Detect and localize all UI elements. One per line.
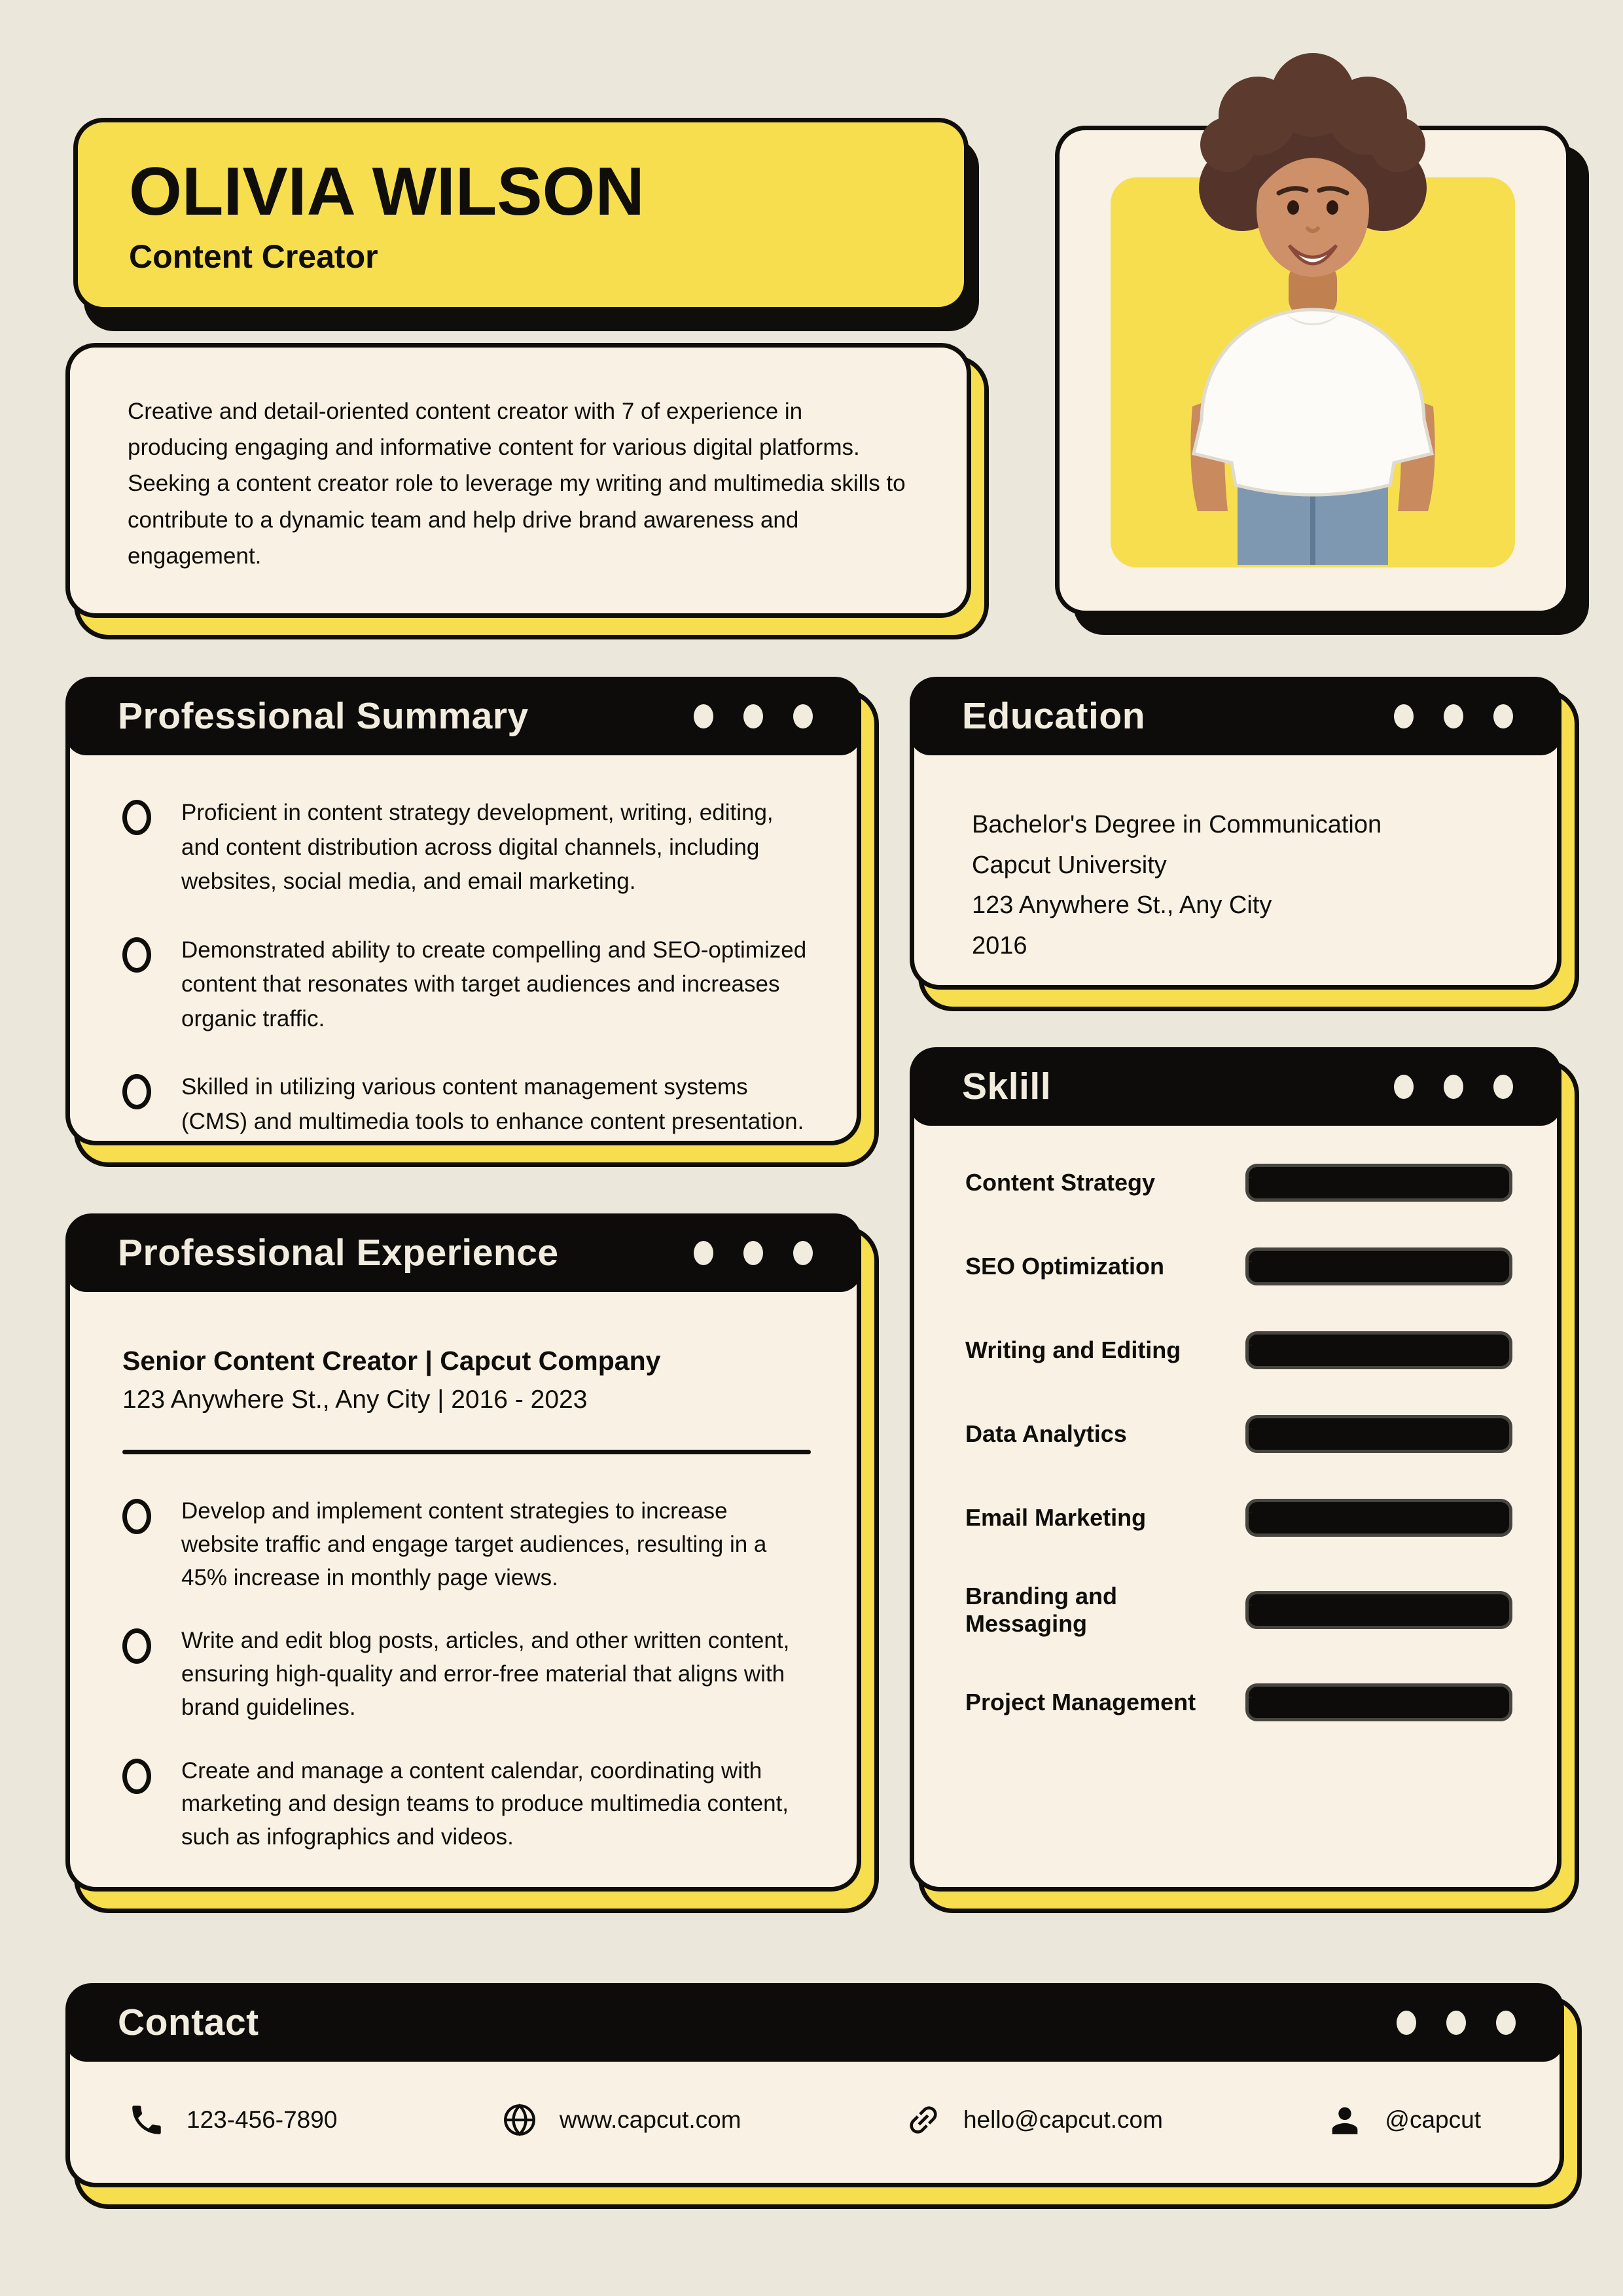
skill-row	[965, 1499, 1512, 1537]
bullet-item	[122, 1624, 811, 1724]
divider	[122, 1450, 811, 1454]
skill-bar-fill	[1249, 1502, 1252, 1513]
bullet-list	[70, 755, 857, 1139]
bullet-item	[122, 1070, 813, 1139]
section-header	[910, 677, 1561, 755]
phone-icon	[128, 2101, 166, 2139]
section-header	[910, 1047, 1561, 1126]
skill-bar	[1245, 1415, 1512, 1453]
window-dot-icon	[1444, 1075, 1463, 1099]
window-dot-icon	[743, 1241, 763, 1265]
skill-label: Content Strategy	[965, 1169, 1156, 1196]
window-dot-icon	[1394, 1075, 1414, 1099]
tshirt	[1194, 310, 1432, 495]
bullet-text: Proficient in content strategy development, writing, editing, and content distribution across digital channels, including websites, social media, and email marketing.	[181, 800, 774, 894]
bullet-item	[122, 933, 813, 1037]
education-details	[914, 755, 1557, 966]
contact-list	[70, 2062, 1560, 2178]
skill-row	[965, 1683, 1512, 1721]
link-icon	[904, 2101, 942, 2139]
window-dot-icon	[1493, 704, 1513, 728]
section-header	[65, 1213, 861, 1292]
window-dot-icon	[793, 704, 813, 728]
section-title: Professional Summary	[118, 695, 529, 737]
skill-list	[914, 1126, 1557, 1721]
contact-website[interactable]	[501, 2101, 741, 2139]
bullet-text: Create and manage a content calendar, coordinating with marketing and design teams to produce multimedia content, such as infographics and videos.	[181, 1757, 789, 1850]
skill-bar	[1245, 1591, 1512, 1629]
skill-label: Project Management	[965, 1689, 1196, 1715]
globe-icon	[501, 2101, 539, 2139]
intro-text: Creative and detail-oriented content creator with 7 of experience in producing engaging and informative content for various digital platforms. Seeking a content creator role to leverage my writing and multimedia skills to contribute to a dynamic team and help drive brand awareness and engagement.	[128, 398, 906, 569]
circle-bullet-icon	[122, 1759, 151, 1794]
skill-bar-fill	[1249, 1167, 1252, 1178]
skill-bar	[1245, 1331, 1512, 1369]
skill-label: Branding and Messaging	[965, 1583, 1117, 1637]
contact-website-text: www.capcut.com	[559, 2106, 741, 2133]
bullet-text: Write and edit blog posts, articles, and other written content, ensuring high-quality and error-free material that aligns with brand guidelines.	[181, 1628, 790, 1720]
window-dot-icon	[694, 1241, 713, 1265]
window-dot-icon	[793, 1241, 813, 1265]
bullet-item	[122, 796, 813, 899]
section-title: Professional Experience	[118, 1232, 559, 1274]
window-dot-icon	[1394, 704, 1414, 728]
skill-row	[965, 1331, 1512, 1369]
skill-label: Email Marketing	[965, 1504, 1147, 1531]
circle-bullet-icon	[122, 1074, 151, 1109]
bullet-text: Demonstrated ability to create compelling and SEO-optimized content that resonates with target audiences and increases organic traffic.	[181, 937, 807, 1031]
photo-card	[1055, 126, 1571, 615]
circle-bullet-icon	[122, 800, 151, 835]
window-dot-icon	[1493, 1075, 1513, 1099]
job-title: Content Creator	[129, 238, 378, 276]
circle-bullet-icon	[122, 937, 151, 973]
bullet-text: Develop and implement content strategies to increase website traffic and engage target audiences, resulting in a 45% increase in monthly page views.	[181, 1498, 767, 1590]
window-dots	[694, 704, 813, 728]
circle-bullet-icon	[122, 1628, 151, 1664]
education-address: 123 Anywhere St., Any City	[972, 891, 1272, 920]
education-card	[910, 677, 1561, 990]
window-dot-icon	[1444, 704, 1463, 728]
section-title: Contact	[118, 2001, 259, 2043]
contact-email-text: hello@capcut.com	[963, 2106, 1163, 2133]
window-dot-icon	[743, 704, 763, 728]
education-school: Capcut University	[972, 851, 1167, 879]
skill-bar-fill	[1249, 1251, 1252, 1262]
skill-row	[965, 1583, 1512, 1638]
window-dots	[1394, 704, 1513, 728]
bullet-text: Skilled in utilizing various content management systems (CMS) and multimedia tools to enhance content presentation.	[181, 1074, 804, 1134]
person-icon	[1326, 2101, 1364, 2139]
professional-summary-card	[65, 677, 861, 1145]
contact-social[interactable]	[1326, 2101, 1481, 2139]
skill-bar	[1245, 1247, 1512, 1285]
contact-phone[interactable]	[128, 2101, 337, 2139]
section-title: Education	[962, 695, 1146, 737]
experience-card	[65, 1213, 861, 1892]
skill-row	[965, 1247, 1512, 1285]
skill-bar-fill	[1249, 1687, 1252, 1698]
skill-bar	[1245, 1683, 1512, 1721]
skill-row	[965, 1415, 1512, 1453]
section-title: Sklill	[962, 1066, 1052, 1107]
window-dots	[1397, 2011, 1516, 2035]
window-dot-icon	[1496, 2011, 1516, 2035]
skill-bar-fill	[1249, 1418, 1252, 1429]
skill-bar-fill	[1249, 1594, 1252, 1605]
experience-meta: 123 Anywhere St., Any City | 2016 - 2023	[122, 1386, 588, 1414]
skill-label: Data Analytics	[965, 1420, 1127, 1447]
skill-label: SEO Optimization	[965, 1253, 1165, 1280]
page-title: OLIVIA WILSON	[129, 154, 645, 230]
circle-bullet-icon	[122, 1499, 151, 1534]
skill-bar	[1245, 1164, 1512, 1202]
contact-phone-text: 123-456-7890	[187, 2106, 338, 2133]
portrait-photo	[1130, 53, 1496, 565]
bullet-item	[122, 1495, 811, 1594]
intro-card	[65, 343, 971, 618]
window-dot-icon	[694, 704, 713, 728]
skill-bar	[1245, 1499, 1512, 1537]
contact-social-text: @capcut	[1385, 2106, 1481, 2133]
bullet-item	[122, 1755, 811, 1854]
name-banner	[73, 118, 969, 312]
window-dot-icon	[1397, 2011, 1416, 2035]
contact-card	[65, 1983, 1564, 2187]
skill-row	[965, 1164, 1512, 1202]
skill-label: Writing and Editing	[965, 1336, 1181, 1363]
window-dots	[694, 1241, 813, 1265]
education-degree: Bachelor's Degree in Communication	[972, 811, 1382, 838]
education-year: 2016	[972, 931, 1027, 960]
window-dots	[1394, 1075, 1513, 1099]
experience-role: Senior Content Creator | Capcut Company	[122, 1346, 661, 1376]
section-header	[65, 1983, 1564, 2062]
skill-bar-fill	[1249, 1335, 1252, 1346]
contact-email[interactable]	[904, 2101, 1163, 2139]
window-dot-icon	[1446, 2011, 1466, 2035]
skills-card	[910, 1047, 1561, 1892]
section-header	[65, 677, 861, 755]
